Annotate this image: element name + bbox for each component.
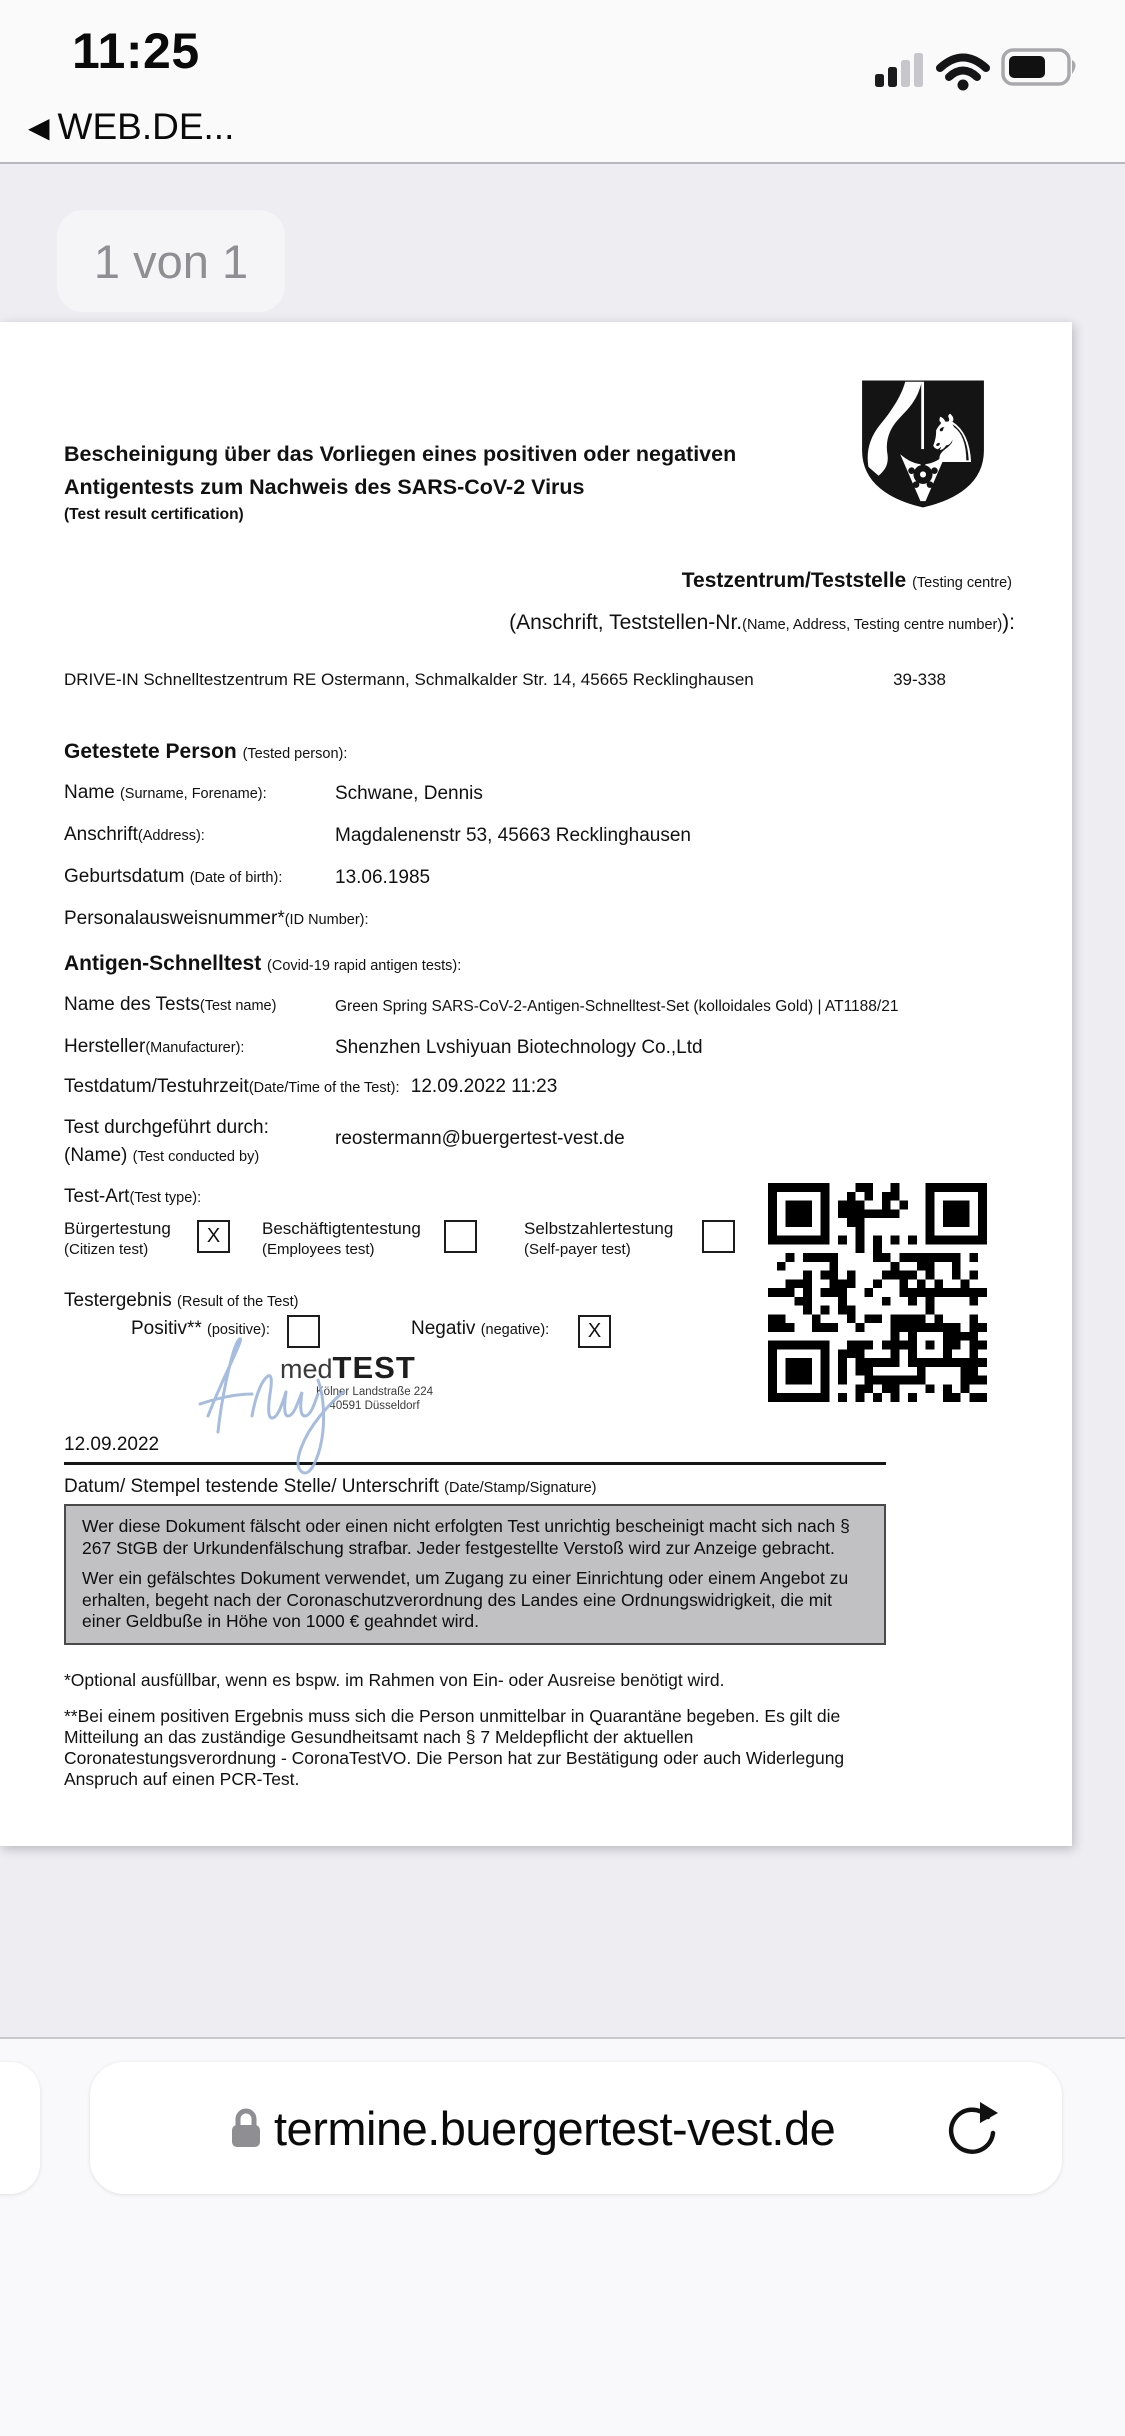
address-bar[interactable] bbox=[90, 2062, 1062, 2194]
checkbox-employees-test bbox=[444, 1220, 477, 1253]
manufacturer-value: Shenzhen Lvshiyuan Biotechnology Co.,Ltd bbox=[335, 1037, 703, 1058]
handwritten-signature bbox=[178, 1320, 418, 1488]
status-divider bbox=[0, 162, 1125, 164]
checkbox-citizen-test: X bbox=[197, 1220, 230, 1253]
cellular-signal-icon bbox=[875, 53, 923, 87]
test-datetime-value: 12.09.2022 11:23 bbox=[410, 1076, 558, 1097]
person-address-value: Magdalenenstr 53, 45663 Recklinghausen bbox=[335, 825, 691, 846]
test-name-value: Green Spring SARS-CoV-2-Antigen-Schnelltest-Set (kolloidales Gold) | AT1188/21 bbox=[335, 998, 899, 1015]
testing-centre-row bbox=[64, 670, 946, 690]
negative-label: Negativ (negative): bbox=[411, 1318, 550, 1339]
checkbox-negative: X bbox=[578, 1315, 611, 1348]
person-heading: Getestete Person (Tested person): bbox=[64, 740, 348, 763]
title-line-1: Bescheinigung über das Vorliegen eines positiven oder negativen bbox=[64, 442, 737, 466]
previous-tab-edge[interactable] bbox=[0, 2062, 40, 2194]
signature-caption: Datum/ Stempel testende Stelle/ Unterschrift (Date/Stamp/Signature) bbox=[64, 1476, 597, 1497]
reload-icon[interactable] bbox=[942, 2100, 1000, 2162]
footnote-optional: *Optional ausfüllbar, wenn es bspw. im Rahmen von Ein- oder Ausreise benötigt wird. bbox=[64, 1670, 725, 1690]
person-row-name: Name (Surname, Forename): bbox=[64, 782, 267, 803]
battery-icon bbox=[1003, 50, 1076, 84]
test-heading: Antigen-Schnelltest (Covid-19 rapid antigen tests): bbox=[64, 952, 462, 975]
person-row-idnumber: Personalausweisnummer*(ID Number): bbox=[64, 908, 369, 929]
title-english: (Test result certification) bbox=[64, 506, 244, 523]
document-title bbox=[64, 438, 736, 526]
person-name-value: Schwane, Dennis bbox=[335, 783, 483, 804]
checkbox-selfpayer-test bbox=[702, 1220, 735, 1253]
person-row-address: Anschrift(Address): bbox=[64, 824, 205, 845]
positive-label: Positiv** (positive): bbox=[131, 1318, 270, 1339]
nrw-coat-of-arms-icon bbox=[858, 378, 988, 510]
stamp-brand-bold: TEST bbox=[332, 1350, 416, 1385]
westphalian-horse: ♞ bbox=[922, 401, 982, 479]
option-employees-label: Beschäftigtentestung (Employees test) bbox=[262, 1219, 421, 1258]
conducted-by-label: Test durchgeführt durch: (Name) (Test conducted by) bbox=[64, 1117, 269, 1166]
person-row-birthdate: Geburtsdatum (Date of birth): bbox=[64, 866, 283, 887]
conducted-by-value: reostermann@buergertest-vest.de bbox=[335, 1128, 625, 1149]
lock-icon bbox=[228, 2106, 264, 2150]
back-to-app-arrow-icon: ◀ bbox=[28, 111, 50, 143]
url-text: termine.buergertest-vest.de bbox=[274, 2101, 836, 2155]
fraud-warning-box bbox=[64, 1504, 886, 1645]
title-line-2: Antigentests zum Nachweis des SARS-CoV-2 Virus bbox=[64, 475, 585, 499]
warning-paragraph-2: Wer ein gefälschtes Dokument verwendet, um Zugang zu einer Einrichtung oder einem Angebot zu erhalten, begeht nach der Coronaschutzverordnung des Landes eine Ordnungswidrigkeit, die mit einer Geldbuße in Höhe von 1000 € geahndet wird. bbox=[82, 1568, 849, 1631]
stamp-address-1: Kölner Landstraße 224 bbox=[316, 1386, 433, 1398]
test-datetime-label: Testdatum/Testuhrzeit(Date/Time of the Test): 12.09.2022 11:23 bbox=[64, 1076, 558, 1097]
testing-centre-number: 39-338 bbox=[893, 670, 946, 689]
status-icons bbox=[875, 36, 1087, 92]
stamp-date: 12.09.2022 bbox=[64, 1434, 160, 1455]
option-selfpayer-label: Selbstzahlertestung (Self-payer test) bbox=[524, 1219, 674, 1258]
stamp-brand-light: med bbox=[280, 1354, 333, 1384]
page-indicator: 1 von 1 bbox=[57, 210, 285, 312]
test-name-label: Name des Tests(Test name) bbox=[64, 994, 277, 1015]
back-to-app-label: WEB.DE... bbox=[57, 106, 235, 147]
result-heading: Testergebnis (Result of the Test) bbox=[64, 1290, 299, 1311]
testing-centre-address: DRIVE-IN Schnelltestzentrum RE Ostermann, Schmalkalder Str. 14, 45665 Recklinghausen bbox=[64, 670, 754, 689]
footnote-positive: **Bei einem positiven Ergebnis muss sich die Person unmittelbar in Quarantäne begeben. Es gilt die Mitteilung an das zuständige Gesundheitsamt nach § 7 Meldepflicht der aktuellen Coronatestungsverordnung - CoronaTestVO. Die Person hat zur Bestätigung oder auch Widerlegung Anspruch auf einen PCR-Test. bbox=[64, 1706, 845, 1789]
manufacturer-label: Hersteller(Manufacturer): bbox=[64, 1036, 245, 1057]
wifi-icon bbox=[940, 58, 986, 91]
testing-centre-heading: Testzentrum/Teststelle (Testing centre) bbox=[681, 569, 1012, 592]
pdf-viewer bbox=[0, 164, 1125, 2037]
qr-code bbox=[768, 1183, 987, 1402]
pdf-page bbox=[0, 322, 1072, 1846]
option-citizen-label: Bürgertestung (Citizen test) bbox=[64, 1219, 171, 1258]
warning-paragraph-1: Wer diese Dokument fälscht oder einen nicht erfolgten Test unrichtig bescheinigt macht sich nach § 267 StGB der Urkundenfälschung strafbar. Jeder festgestellte Verstoß wird zur Anzeige gebracht. bbox=[82, 1516, 850, 1558]
test-type-heading: Test-Art(Test type): bbox=[64, 1186, 202, 1207]
safari-bottom-bar bbox=[0, 2037, 1125, 2436]
clock: 11:25 bbox=[72, 23, 200, 79]
back-to-app-link[interactable] bbox=[28, 106, 234, 148]
status-bar bbox=[0, 0, 1125, 164]
stamp-address-2: 40591 Düsseldorf bbox=[329, 1399, 420, 1412]
person-birthdate-value: 13.06.1985 bbox=[335, 867, 431, 888]
testing-centre-sublabel: (Anschrift, Teststellen-Nr.(Name, Address, Testing centre number)): bbox=[509, 611, 1015, 634]
